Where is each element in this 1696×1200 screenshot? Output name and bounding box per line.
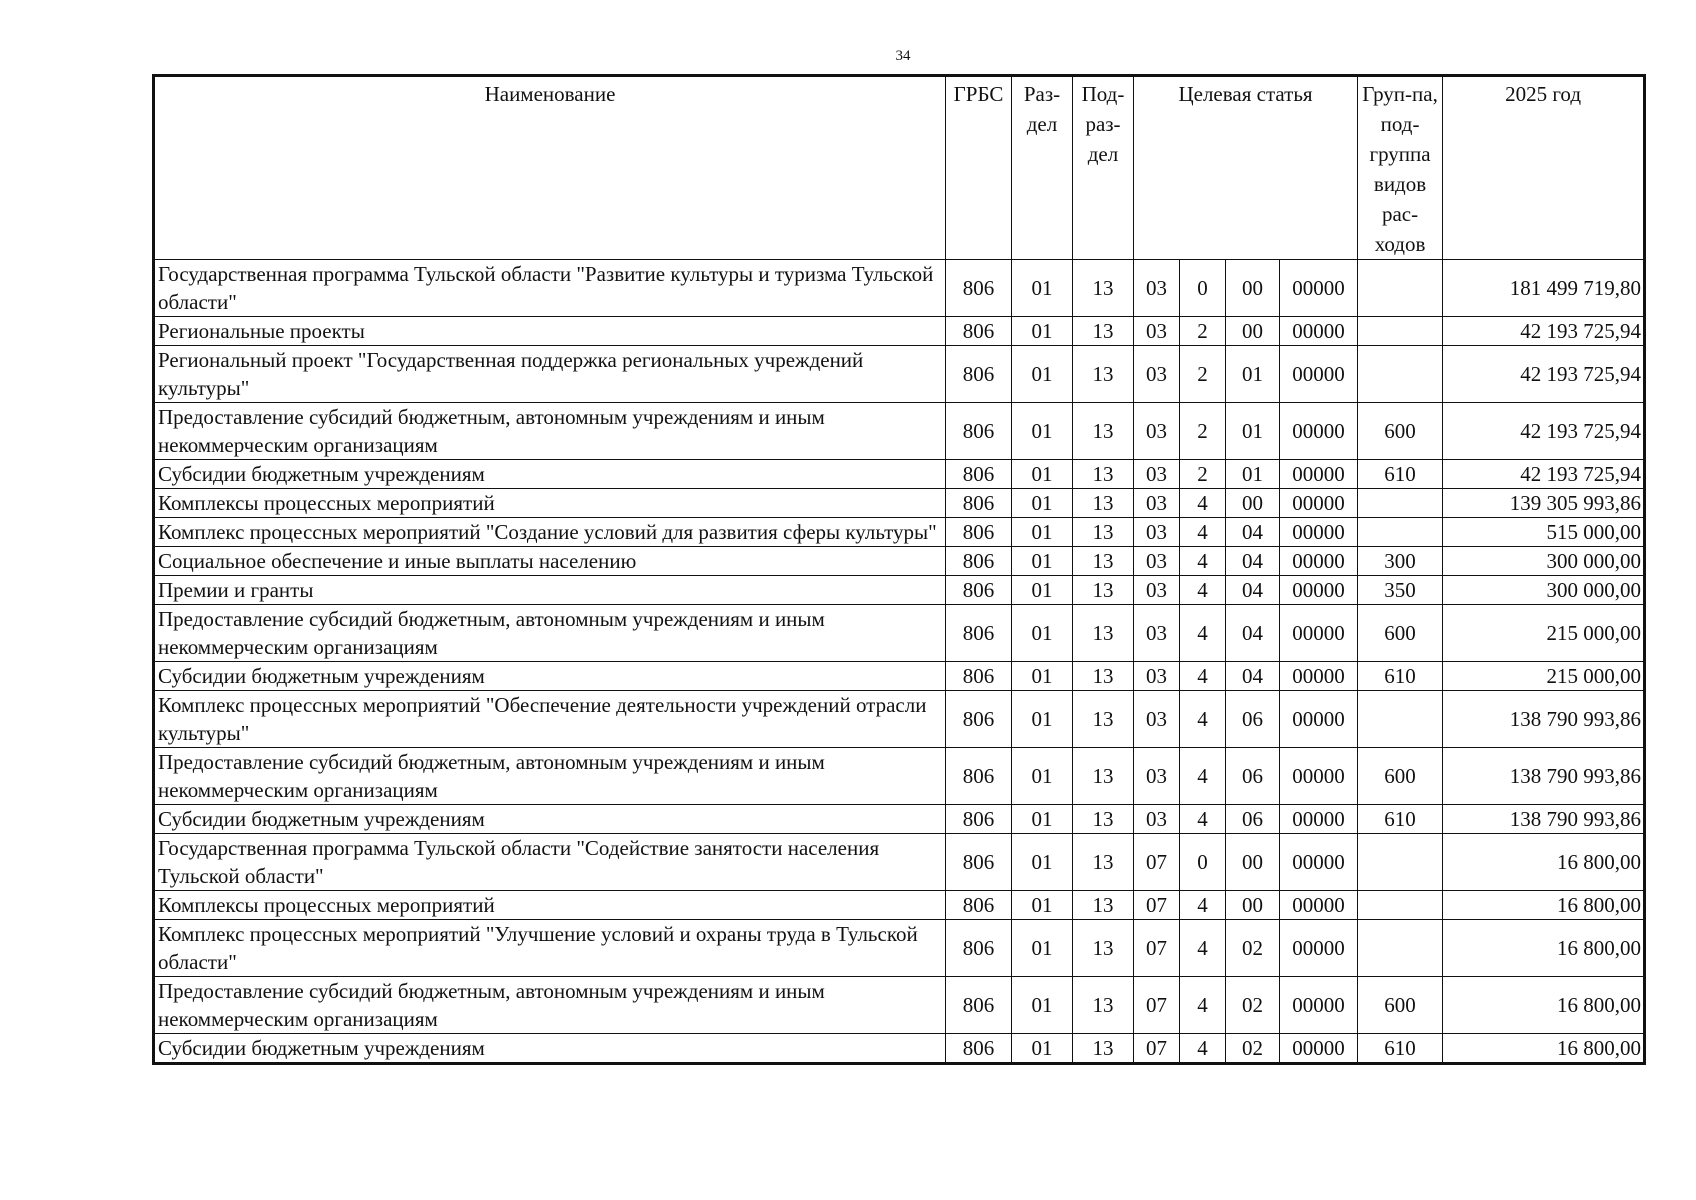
cell-razdel: 01 <box>1012 403 1073 460</box>
cell-target-type: 4 <box>1180 1034 1226 1064</box>
cell-name: Комплекс процессных мероприятий "Улучшение условий и охраны труда в Тульской области" <box>154 920 946 977</box>
cell-group: 610 <box>1358 1034 1443 1064</box>
cell-razdel: 01 <box>1012 489 1073 518</box>
cell-target-type: 4 <box>1180 489 1226 518</box>
cell-group: 300 <box>1358 547 1443 576</box>
header-grbs: ГРБС <box>946 76 1012 260</box>
cell-razdel: 01 <box>1012 460 1073 489</box>
cell-podrazdel: 13 <box>1073 834 1134 891</box>
cell-target-program: 07 <box>1134 920 1180 977</box>
cell-name: Комплексы процессных мероприятий <box>154 891 946 920</box>
cell-podrazdel: 13 <box>1073 920 1134 977</box>
cell-group <box>1358 834 1443 891</box>
cell-razdel: 01 <box>1012 317 1073 346</box>
cell-name: Субсидии бюджетным учреждениям <box>154 460 946 489</box>
cell-target-type: 2 <box>1180 403 1226 460</box>
cell-target-structure: 04 <box>1226 518 1280 547</box>
cell-grbs: 806 <box>946 1034 1012 1064</box>
cell-target-type: 2 <box>1180 460 1226 489</box>
cell-razdel: 01 <box>1012 920 1073 977</box>
cell-amount: 16 800,00 <box>1443 977 1645 1034</box>
cell-target-type: 4 <box>1180 920 1226 977</box>
cell-podrazdel: 13 <box>1073 317 1134 346</box>
table-row <box>154 977 1645 1034</box>
table-row <box>154 662 1645 691</box>
cell-podrazdel: 13 <box>1073 460 1134 489</box>
cell-razdel: 01 <box>1012 977 1073 1034</box>
cell-amount: 138 790 993,86 <box>1443 805 1645 834</box>
cell-podrazdel: 13 <box>1073 403 1134 460</box>
cell-target-structure: 01 <box>1226 346 1280 403</box>
cell-podrazdel: 13 <box>1073 662 1134 691</box>
cell-target-structure: 01 <box>1226 403 1280 460</box>
cell-target-structure: 06 <box>1226 691 1280 748</box>
cell-target-program: 07 <box>1134 1034 1180 1064</box>
table-header <box>154 76 1645 260</box>
cell-target-direction: 00000 <box>1280 748 1358 805</box>
cell-name: Субсидии бюджетным учреждениям <box>154 1034 946 1064</box>
cell-group: 610 <box>1358 662 1443 691</box>
cell-razdel: 01 <box>1012 748 1073 805</box>
cell-amount: 138 790 993,86 <box>1443 748 1645 805</box>
cell-grbs: 806 <box>946 317 1012 346</box>
table-row <box>154 518 1645 547</box>
table-row <box>154 1034 1645 1064</box>
table-row <box>154 691 1645 748</box>
cell-name: Государственная программа Тульской области "Содействие занятости населения Тульской области" <box>154 834 946 891</box>
cell-target-direction: 00000 <box>1280 805 1358 834</box>
cell-target-type: 0 <box>1180 834 1226 891</box>
cell-target-structure: 06 <box>1226 748 1280 805</box>
header-podrazdel: Под-раз-дел <box>1073 76 1134 260</box>
cell-group <box>1358 891 1443 920</box>
cell-target-program: 03 <box>1134 605 1180 662</box>
cell-amount: 515 000,00 <box>1443 518 1645 547</box>
cell-amount: 139 305 993,86 <box>1443 489 1645 518</box>
cell-target-program: 03 <box>1134 691 1180 748</box>
cell-target-structure: 04 <box>1226 662 1280 691</box>
cell-target-program: 03 <box>1134 489 1180 518</box>
cell-target-program: 07 <box>1134 977 1180 1034</box>
cell-group: 350 <box>1358 576 1443 605</box>
cell-podrazdel: 13 <box>1073 805 1134 834</box>
cell-group <box>1358 317 1443 346</box>
budget-table <box>152 74 1646 1065</box>
cell-name: Предоставление субсидий бюджетным, автономным учреждениям и иным некоммерческим организациям <box>154 403 946 460</box>
header-target: Целевая статья <box>1134 76 1358 260</box>
cell-group <box>1358 346 1443 403</box>
cell-target-structure: 00 <box>1226 891 1280 920</box>
cell-name: Социальное обеспечение и иные выплаты населению <box>154 547 946 576</box>
cell-target-structure: 02 <box>1226 920 1280 977</box>
cell-podrazdel: 13 <box>1073 260 1134 317</box>
cell-amount: 16 800,00 <box>1443 891 1645 920</box>
page-number: 34 <box>895 48 911 64</box>
cell-target-program: 07 <box>1134 834 1180 891</box>
cell-group <box>1358 920 1443 977</box>
cell-target-direction: 00000 <box>1280 1034 1358 1064</box>
cell-grbs: 806 <box>946 805 1012 834</box>
cell-razdel: 01 <box>1012 346 1073 403</box>
header-group: Груп-па, под-группа видов рас-ходов <box>1358 76 1443 260</box>
cell-amount: 215 000,00 <box>1443 662 1645 691</box>
cell-grbs: 806 <box>946 346 1012 403</box>
table-row <box>154 489 1645 518</box>
cell-amount: 42 193 725,94 <box>1443 460 1645 489</box>
cell-target-program: 03 <box>1134 346 1180 403</box>
cell-razdel: 01 <box>1012 547 1073 576</box>
cell-name: Премии и гранты <box>154 576 946 605</box>
cell-target-structure: 04 <box>1226 547 1280 576</box>
cell-name: Предоставление субсидий бюджетным, автономным учреждениям и иным некоммерческим организациям <box>154 977 946 1034</box>
cell-razdel: 01 <box>1012 691 1073 748</box>
cell-grbs: 806 <box>946 920 1012 977</box>
cell-razdel: 01 <box>1012 576 1073 605</box>
cell-grbs: 806 <box>946 403 1012 460</box>
cell-podrazdel: 13 <box>1073 691 1134 748</box>
table-row <box>154 748 1645 805</box>
cell-podrazdel: 13 <box>1073 891 1134 920</box>
cell-target-direction: 00000 <box>1280 834 1358 891</box>
cell-podrazdel: 13 <box>1073 518 1134 547</box>
cell-name: Региональные проекты <box>154 317 946 346</box>
cell-podrazdel: 13 <box>1073 346 1134 403</box>
cell-target-structure: 00 <box>1226 834 1280 891</box>
cell-grbs: 806 <box>946 518 1012 547</box>
table-row <box>154 547 1645 576</box>
cell-target-direction: 00000 <box>1280 662 1358 691</box>
cell-grbs: 806 <box>946 691 1012 748</box>
cell-podrazdel: 13 <box>1073 977 1134 1034</box>
cell-grbs: 806 <box>946 662 1012 691</box>
header-name: Наименование <box>154 76 946 260</box>
cell-target-program: 03 <box>1134 662 1180 691</box>
cell-target-direction: 00000 <box>1280 460 1358 489</box>
cell-razdel: 01 <box>1012 834 1073 891</box>
cell-podrazdel: 13 <box>1073 547 1134 576</box>
cell-target-direction: 00000 <box>1280 920 1358 977</box>
cell-grbs: 806 <box>946 891 1012 920</box>
cell-target-program: 03 <box>1134 460 1180 489</box>
cell-grbs: 806 <box>946 834 1012 891</box>
cell-target-direction: 00000 <box>1280 403 1358 460</box>
cell-target-type: 2 <box>1180 346 1226 403</box>
cell-target-structure: 01 <box>1226 460 1280 489</box>
cell-target-structure: 00 <box>1226 317 1280 346</box>
cell-podrazdel: 13 <box>1073 605 1134 662</box>
cell-target-structure: 00 <box>1226 489 1280 518</box>
cell-amount: 300 000,00 <box>1443 576 1645 605</box>
cell-target-program: 03 <box>1134 805 1180 834</box>
cell-razdel: 01 <box>1012 805 1073 834</box>
table-row <box>154 260 1645 317</box>
cell-target-structure: 06 <box>1226 805 1280 834</box>
cell-target-direction: 00000 <box>1280 691 1358 748</box>
cell-target-type: 0 <box>1180 260 1226 317</box>
cell-target-structure: 00 <box>1226 260 1280 317</box>
table-row <box>154 460 1645 489</box>
cell-podrazdel: 13 <box>1073 748 1134 805</box>
cell-name: Субсидии бюджетным учреждениям <box>154 662 946 691</box>
cell-target-type: 4 <box>1180 805 1226 834</box>
cell-grbs: 806 <box>946 547 1012 576</box>
cell-amount: 16 800,00 <box>1443 834 1645 891</box>
table-row <box>154 317 1645 346</box>
cell-target-type: 4 <box>1180 691 1226 748</box>
header-razdel: Раз-дел <box>1012 76 1073 260</box>
cell-razdel: 01 <box>1012 891 1073 920</box>
cell-target-structure: 04 <box>1226 576 1280 605</box>
table-row <box>154 605 1645 662</box>
cell-target-direction: 00000 <box>1280 891 1358 920</box>
cell-target-program: 03 <box>1134 547 1180 576</box>
table-row <box>154 576 1645 605</box>
cell-amount: 42 193 725,94 <box>1443 403 1645 460</box>
cell-target-type: 4 <box>1180 518 1226 547</box>
table-row <box>154 403 1645 460</box>
cell-target-direction: 00000 <box>1280 605 1358 662</box>
cell-target-program: 03 <box>1134 403 1180 460</box>
cell-name: Комплексы процессных мероприятий <box>154 489 946 518</box>
table-row <box>154 834 1645 891</box>
cell-name: Комплекс процессных мероприятий "Обеспечение деятельности учреждений отрасли культуры" <box>154 691 946 748</box>
cell-amount: 138 790 993,86 <box>1443 691 1645 748</box>
cell-target-program: 03 <box>1134 260 1180 317</box>
cell-target-type: 4 <box>1180 576 1226 605</box>
table-row <box>154 891 1645 920</box>
cell-target-direction: 00000 <box>1280 317 1358 346</box>
cell-grbs: 806 <box>946 576 1012 605</box>
cell-target-type: 4 <box>1180 748 1226 805</box>
cell-target-direction: 00000 <box>1280 260 1358 317</box>
cell-grbs: 806 <box>946 748 1012 805</box>
cell-amount: 181 499 719,80 <box>1443 260 1645 317</box>
cell-amount: 16 800,00 <box>1443 920 1645 977</box>
cell-group: 610 <box>1358 460 1443 489</box>
cell-target-program: 03 <box>1134 317 1180 346</box>
header-year: 2025 год <box>1443 76 1645 260</box>
cell-target-program: 03 <box>1134 576 1180 605</box>
cell-target-type: 4 <box>1180 977 1226 1034</box>
cell-target-direction: 00000 <box>1280 346 1358 403</box>
cell-group: 600 <box>1358 748 1443 805</box>
cell-amount: 42 193 725,94 <box>1443 317 1645 346</box>
cell-group: 600 <box>1358 605 1443 662</box>
cell-podrazdel: 13 <box>1073 489 1134 518</box>
cell-amount: 16 800,00 <box>1443 1034 1645 1064</box>
cell-target-direction: 00000 <box>1280 977 1358 1034</box>
cell-razdel: 01 <box>1012 662 1073 691</box>
cell-name: Региональный проект "Государственная поддержка региональных учреждений культуры" <box>154 346 946 403</box>
cell-grbs: 806 <box>946 605 1012 662</box>
cell-grbs: 806 <box>946 977 1012 1034</box>
cell-target-direction: 00000 <box>1280 489 1358 518</box>
table-body <box>154 260 1645 1064</box>
cell-target-program: 07 <box>1134 891 1180 920</box>
cell-name: Государственная программа Тульской области "Развитие культуры и туризма Тульской области" <box>154 260 946 317</box>
cell-name: Субсидии бюджетным учреждениям <box>154 805 946 834</box>
cell-target-direction: 00000 <box>1280 518 1358 547</box>
cell-target-program: 03 <box>1134 748 1180 805</box>
table-row <box>154 346 1645 403</box>
cell-target-direction: 00000 <box>1280 547 1358 576</box>
cell-amount: 300 000,00 <box>1443 547 1645 576</box>
cell-podrazdel: 13 <box>1073 576 1134 605</box>
cell-group: 610 <box>1358 805 1443 834</box>
cell-target-structure: 04 <box>1226 605 1280 662</box>
cell-group: 600 <box>1358 977 1443 1034</box>
cell-podrazdel: 13 <box>1073 1034 1134 1064</box>
cell-name: Предоставление субсидий бюджетным, автономным учреждениям и иным некоммерческим организациям <box>154 605 946 662</box>
cell-grbs: 806 <box>946 460 1012 489</box>
cell-group <box>1358 518 1443 547</box>
cell-amount: 215 000,00 <box>1443 605 1645 662</box>
cell-target-structure: 02 <box>1226 977 1280 1034</box>
cell-razdel: 01 <box>1012 518 1073 547</box>
cell-name: Предоставление субсидий бюджетным, автономным учреждениям и иным некоммерческим организациям <box>154 748 946 805</box>
cell-target-program: 03 <box>1134 518 1180 547</box>
cell-name: Комплекс процессных мероприятий "Создание условий для развития сферы культуры" <box>154 518 946 547</box>
cell-grbs: 806 <box>946 260 1012 317</box>
cell-razdel: 01 <box>1012 605 1073 662</box>
cell-group <box>1358 489 1443 518</box>
cell-target-structure: 02 <box>1226 1034 1280 1064</box>
cell-target-type: 4 <box>1180 891 1226 920</box>
cell-target-type: 4 <box>1180 547 1226 576</box>
cell-target-type: 4 <box>1180 662 1226 691</box>
cell-razdel: 01 <box>1012 260 1073 317</box>
cell-target-type: 2 <box>1180 317 1226 346</box>
cell-grbs: 806 <box>946 489 1012 518</box>
cell-target-direction: 00000 <box>1280 576 1358 605</box>
cell-target-type: 4 <box>1180 605 1226 662</box>
cell-group: 600 <box>1358 403 1443 460</box>
table-row <box>154 920 1645 977</box>
cell-group <box>1358 691 1443 748</box>
cell-group <box>1358 260 1443 317</box>
table-row <box>154 805 1645 834</box>
cell-amount: 42 193 725,94 <box>1443 346 1645 403</box>
cell-razdel: 01 <box>1012 1034 1073 1064</box>
